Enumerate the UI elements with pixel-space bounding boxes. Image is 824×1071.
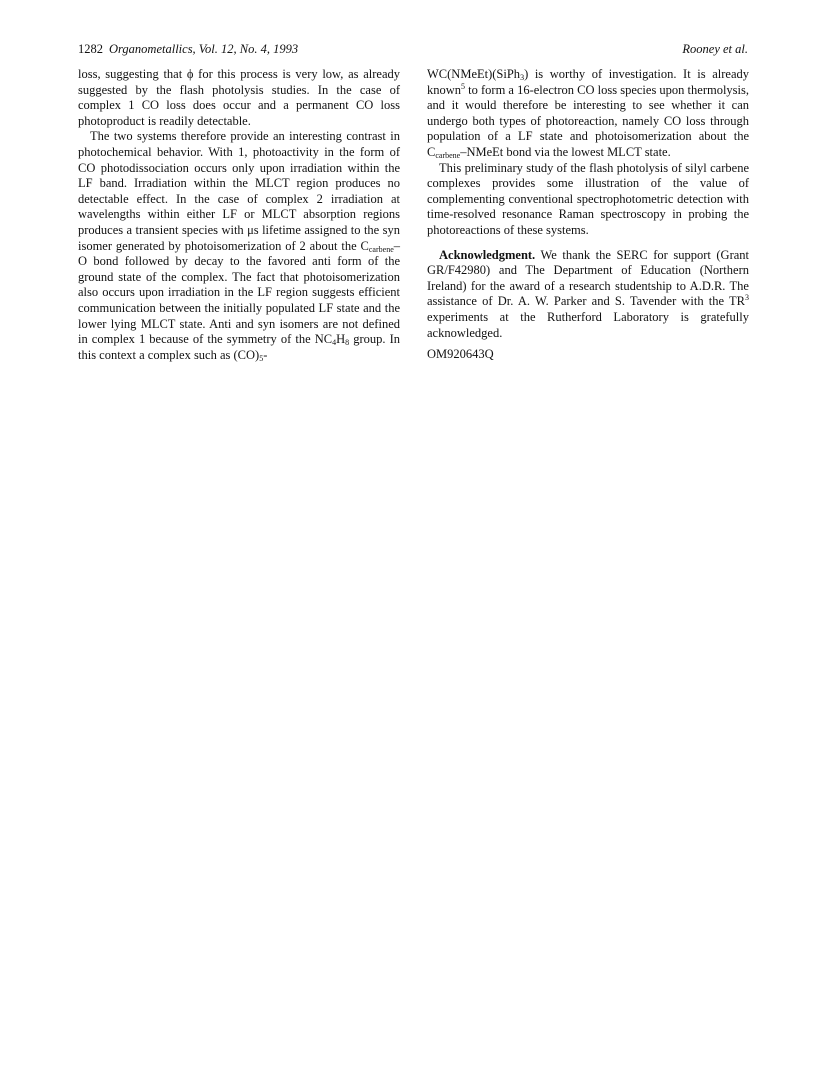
acknowledgment-text-b: experiments at the Rutherford Laboratory is gratefully acknowledged. bbox=[427, 309, 749, 340]
acknowledgment-text-a: We thank the SERC for support (Grant GR/F42980) and The Department of Education (Northern Ireland) for the award of a research studentship to A.D.R. The assistance of Dr. A. W. Parker and S. Tavender with the TR bbox=[427, 247, 749, 309]
left-paragraph-2-text-b: –O bond followed by decay to the favored anti form of the ground state of the complex. The fact that photoisomerization also occurs upon irradiation in the LF region suggests efficient communication between the initially populated LF state and the lower lying MLCT state. Anti and syn isomers are not defined in complex 1 because of the symmetry of the NC bbox=[78, 238, 400, 347]
journal-citation: Organometallics, Vol. 12, No. 4, 1993 bbox=[109, 42, 299, 56]
header-left bbox=[78, 40, 298, 58]
reference-superscript-5: 5 bbox=[461, 81, 466, 91]
tr3-superscript: 3 bbox=[745, 293, 749, 303]
right-paragraph-1-text-d: –NMeEt bond via the lowest MLCT state. bbox=[460, 144, 671, 159]
left-paragraph-2-text-e: - bbox=[263, 347, 268, 362]
right-column bbox=[427, 67, 749, 363]
left-column bbox=[78, 67, 400, 363]
running-header bbox=[78, 40, 748, 58]
subscript-5: 5 bbox=[259, 353, 264, 363]
right-paragraph-1-text-a: WC(NMeEt)(SiPh bbox=[427, 67, 521, 81]
carbene-subscript: carbene bbox=[368, 244, 394, 254]
subscript-4: 4 bbox=[332, 338, 337, 348]
acknowledgment-heading: Acknowledgment. bbox=[439, 247, 536, 262]
left-paragraph-2 bbox=[78, 129, 400, 363]
header-authors: Rooney et al. bbox=[682, 42, 748, 56]
left-paragraph-2-text-d: group. In this context a complex such as (CO) bbox=[78, 332, 400, 362]
left-paragraph-2-text-a: The two systems therefore provide an interesting contrast in photochemical behavior. With 1, photoactivity in the form of CO photodissociation occurs only upon irradiation within the LF band. Irradiation within the MLCT region produces no detectable effect. In the case of complex 2 irradiation at wavelengths within either LF or MLCT absorption regions produces a transient species with μs lifetime assigned to the syn isomer generated by photoisomerization of 2 about the C bbox=[78, 129, 400, 253]
carbene-subscript-right: carbene bbox=[435, 150, 461, 160]
left-paragraph-1: loss, suggesting that ϕ for this process is very low, as already suggested by the flash photolysis studies. In the case of complex 1 CO loss does occur and a permanent CO loss photoproduct is readily detectable. bbox=[78, 67, 400, 128]
acknowledgment-paragraph bbox=[427, 248, 749, 342]
left-paragraph-2-text-c: H bbox=[336, 332, 346, 347]
subscript-8: 8 bbox=[345, 338, 350, 348]
manuscript-code: OM920643Q bbox=[427, 347, 494, 362]
subscript-3: 3 bbox=[520, 73, 525, 82]
page-number: 1282 bbox=[78, 42, 103, 56]
right-paragraph-1-text-c: to form a 16-electron CO loss species upon thermolysis, and it would therefore be interesting to see whether it can undergo both types of photoreaction, namely CO loss through population of a LF state and photoisomerization about the C bbox=[427, 82, 750, 159]
right-paragraph-1 bbox=[427, 67, 749, 161]
right-paragraph-1-text-b: ) is worthy of investigation. It is already known bbox=[427, 67, 749, 97]
right-paragraph-2: This preliminary study of the flash photolysis of silyl carbene complexes provides some illustration of the value of complementing conventional spectrophotometric detection with time-resolved resonance Raman spectroscopy in probing the photoreactions of these systems. bbox=[427, 160, 749, 237]
